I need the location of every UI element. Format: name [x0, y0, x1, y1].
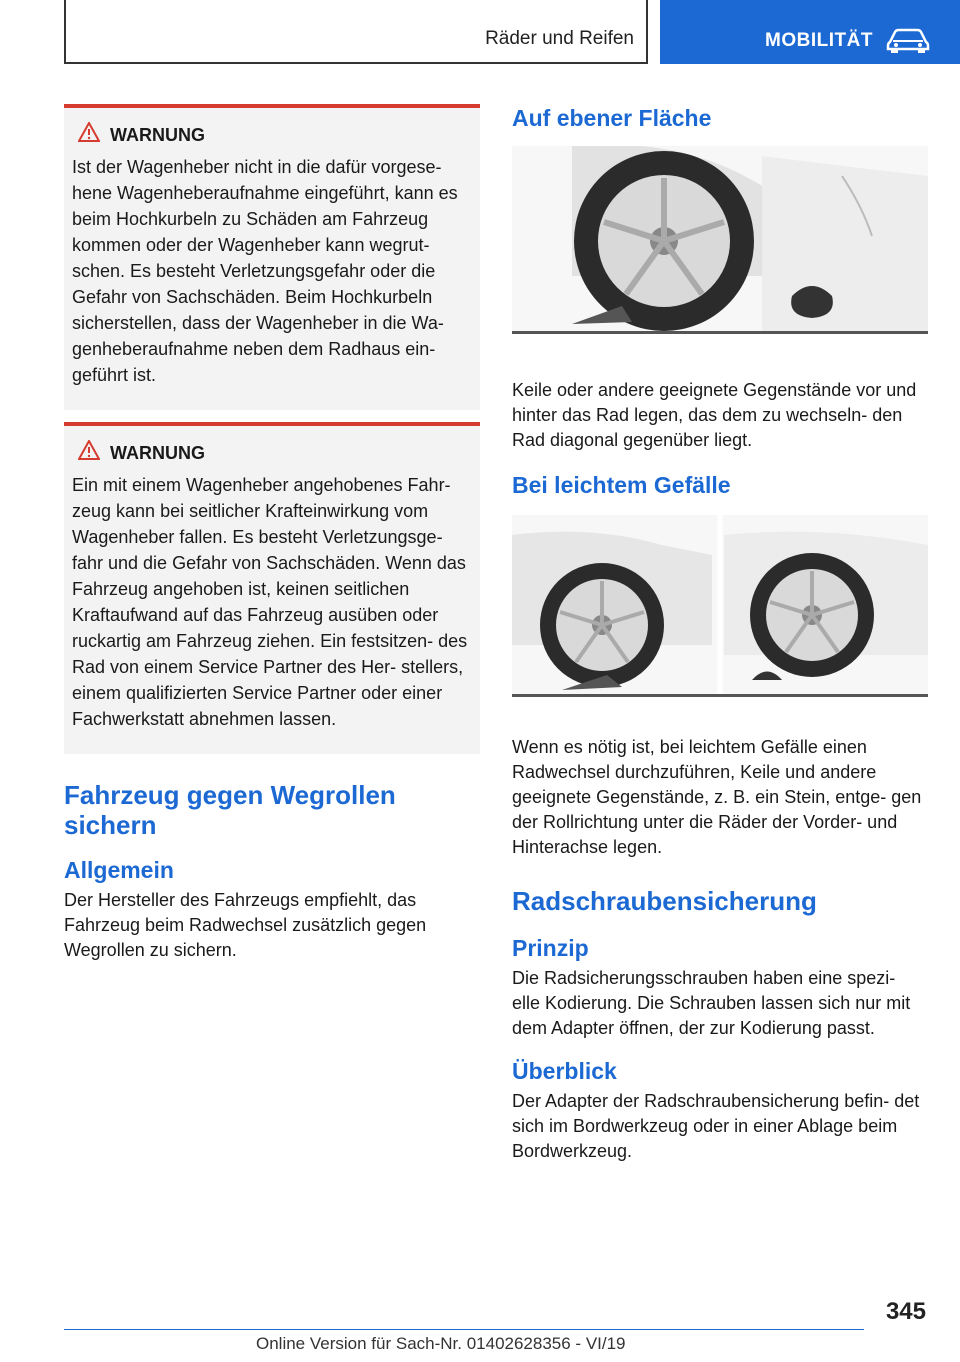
chapter-tab	[660, 0, 960, 64]
warning-title: WARNUNG	[110, 125, 205, 145]
warning-title: WARNUNG	[110, 443, 205, 463]
warning-box	[64, 104, 480, 410]
section-heading: Fahrzeug gegen Wegrollen sichern	[64, 780, 396, 840]
section-title: Räder und Reifen	[485, 28, 634, 49]
warning-triangle-icon	[78, 440, 100, 467]
subsection-heading: Prinzip	[512, 935, 589, 961]
body-paragraph: Der Hersteller des Fahrzeugs empfiehlt, das Fahrzeug beim Radwechsel zusätzlich gegen Wegrollen zu sichern.	[64, 890, 427, 960]
warning-box	[64, 422, 480, 754]
body-paragraph: Keile oder andere geeignete Gegenstände vor und hinter das Rad legen, das dem zu wechseln- den Rad diagonal gegenüber liegt.	[512, 380, 917, 450]
section-heading: Radschraubensicherung	[512, 886, 817, 916]
warning-header	[78, 438, 472, 468]
subsection-heading: Auf ebener Fläche	[512, 105, 712, 131]
subsection-heading: Bei leichtem Gefälle	[512, 472, 731, 498]
warning-text: Ein mit einem Wagenheber angehobenes Fahr- zeug kann bei seitlicher Krafteinwirkung vom Wagenheber fallen. Es besteht Verletzungsge- fahr und die Gefahr von Sachschäden. Wenn das Fahrzeug angehoben ist, keinen seitlichen Kraftaufwand auf das Fahrzeug ausüben oder ruckartig am Fahrzeug ziehen. Ein festsitzen- des Rad von einem Service Partner des Her- stellers, einem qualifizierten Service Partner oder einer Fachwerkstatt abnehmen lassen.	[72, 475, 468, 729]
page-number: 345	[885, 1298, 926, 1325]
body-paragraph: Die Radsicherungsschrauben haben eine spezi- elle Kodierung. Die Schrauben lassen sich nur mit dem Adapter öffnen, der zur Kodierung passt.	[512, 968, 911, 1038]
chapter-title: MOBILITÄT	[765, 30, 873, 51]
footer-divider	[64, 1329, 864, 1330]
body-paragraph: Wenn es nötig ist, bei leichtem Gefälle einen Radwechsel durchzuführen, Keile und andere geeignete Gegenstände, z. B. ein Stein, entge- gen der Rollrichtung unter die Räder der Vorder- und Hinterachse legen.	[512, 737, 922, 857]
flat-ground-illustration	[512, 146, 928, 334]
warning-text: Ist der Wagenheber nicht in die dafür vorgese- hene Wagenheberaufnahme eingeführt, kann es beim Hochkurbeln zu Schäden am Fahrzeug kommen oder der Wagenheber kann wegrut- schen. Es besteht Verletzungsgefahr oder die Gefahr von Sachschäden. Beim Hochkurbeln sicherstellen, dass der Wagenheber in die Wa- genheberaufnahme neben dem Radhaus ein- geführt ist.	[72, 157, 458, 385]
online-version-note: Online Version für Sach-Nr. 01402628356 - VI/19	[256, 1334, 626, 1353]
body-paragraph: Der Adapter der Radschraubensicherung befin- det sich im Bordwerkzeug oder in einer Ablage beim Bordwerkzeug.	[512, 1091, 920, 1161]
header-section-box	[64, 0, 648, 64]
subsection-heading: Allgemein	[64, 857, 174, 883]
subsection-heading: Überblick	[512, 1058, 617, 1084]
warning-triangle-icon	[78, 122, 100, 149]
car-icon	[886, 27, 930, 58]
slope-illustration	[512, 515, 928, 697]
warning-header	[78, 120, 472, 150]
left-column	[64, 104, 480, 963]
right-column	[512, 104, 928, 1164]
